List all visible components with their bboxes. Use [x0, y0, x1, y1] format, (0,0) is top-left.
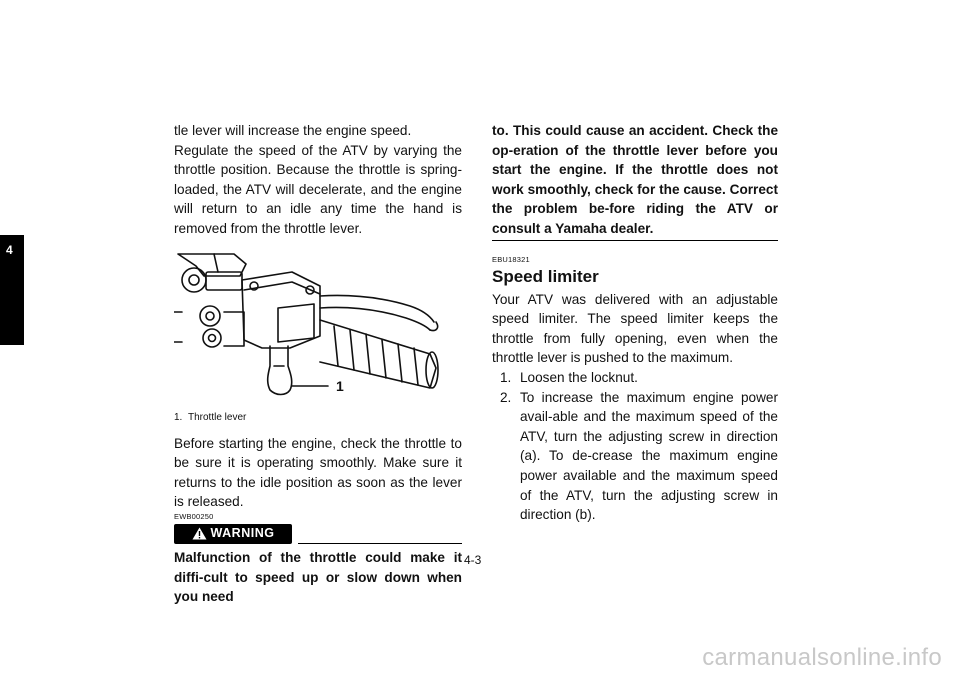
section-code: EBU18321	[492, 254, 530, 264]
caption-text: Throttle lever	[188, 411, 247, 423]
warning-badge	[174, 524, 292, 544]
warning-continued: to. This could cause an accident. Check the op-eration of the throttle lever before you start the engine. If the throttle does not work smoothly, check for the cause. Correct the problem be-fore riding the ATV or consult a Yamaha dealer.	[492, 121, 778, 241]
step-text: Loosen the locknut.	[520, 369, 638, 385]
caption-number: 1.	[174, 411, 183, 423]
chapter-tab	[0, 235, 24, 345]
page-number: 4-3	[464, 553, 482, 567]
steps-list	[492, 368, 778, 525]
list-item	[492, 388, 778, 525]
right-column	[492, 121, 778, 525]
warning-text: Malfunction of the throttle could make it diffi-cult to speed up or slow down when you need	[174, 549, 462, 605]
list-item	[492, 368, 778, 388]
throttle-lever-illustration	[174, 250, 462, 400]
section-title: Speed limiter	[492, 266, 599, 286]
figure-caption	[174, 411, 462, 425]
chapter-tab-number: 4	[6, 243, 13, 257]
section-body: Your ATV was delivered with an adjustable speed limiter. The speed limiter keeps the throttle from fully opening, even when the throttle lever is pushed to the maximum.	[492, 291, 778, 366]
warning-code: EWB00250	[174, 511, 214, 521]
step-number: 2.	[500, 389, 512, 405]
step-number: 1.	[500, 369, 512, 385]
warning-rule	[298, 543, 462, 544]
intro-paragraph: Regulate the speed of the ATV by varying the throttle position. Because the throttle is spring-loaded, the ATV will decelerate, and the engine will return to an idle any time the hand is removed from the throttle lever.	[174, 142, 462, 236]
left-column	[174, 121, 462, 607]
warning-header	[174, 524, 462, 544]
check-paragraph: Before starting the engine, check the throttle to be sure it is operating smoothly. Make sure it returns to the idle position as soon as the lever is released.	[174, 435, 462, 510]
throttle-lever-figure	[174, 250, 462, 400]
watermark: carmanualsonline.info	[702, 644, 942, 671]
figure-callout-1: 1	[336, 377, 344, 394]
warning-triangle-icon	[192, 527, 207, 540]
intro-line-1: tle lever will increase the engine speed.	[174, 123, 412, 138]
step-text: To increase the maximum engine power avail-able and the maximum speed of the ATV, turn the adjusting screw in direction (a). To de-crease the maximum engine power available and the maximum speed of the ATV, turn the adjusting screw in direction (b).	[520, 389, 778, 523]
warning-label: WARNING	[210, 526, 275, 541]
